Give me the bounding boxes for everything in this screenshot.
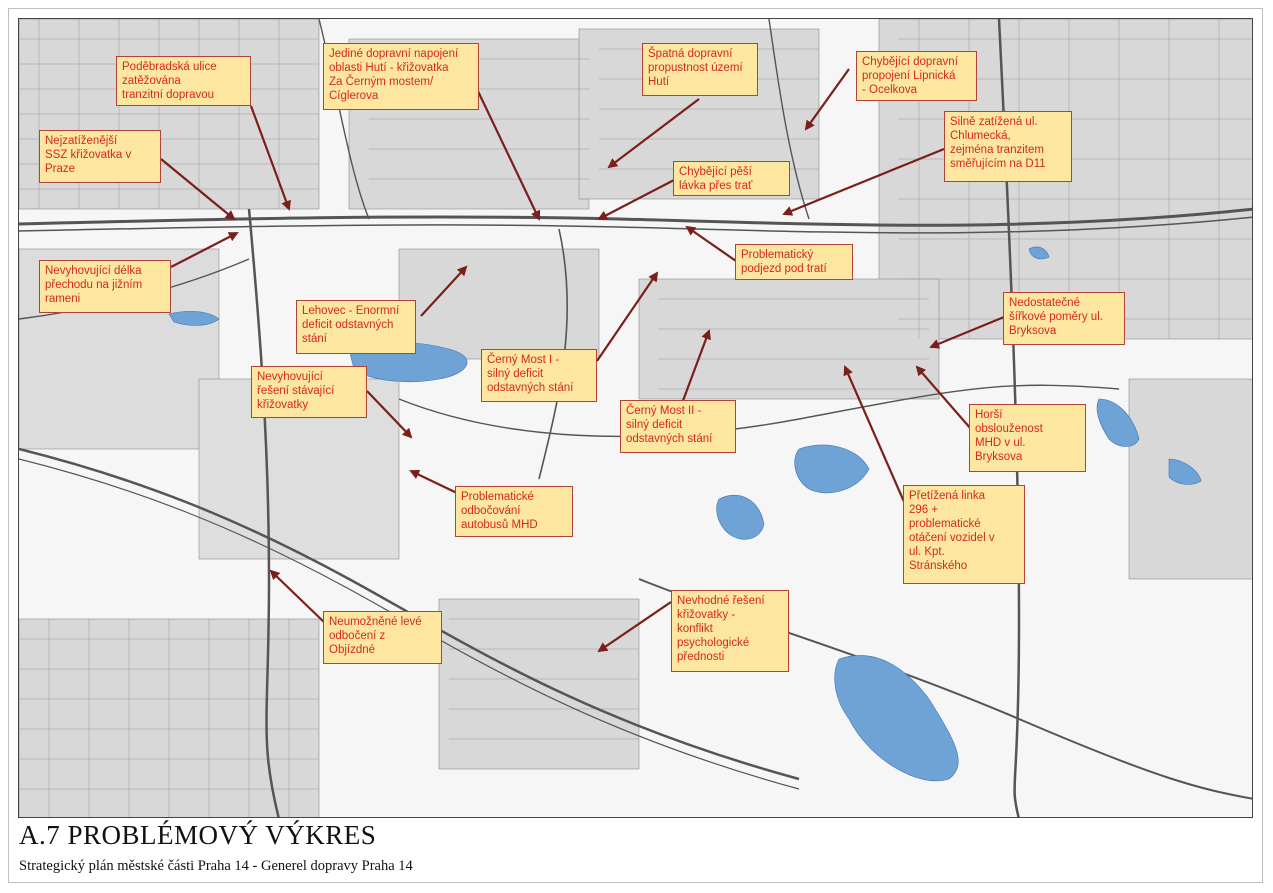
arrow-cm2 bbox=[681, 331, 709, 406]
arrow-linka296 bbox=[845, 367, 905, 504]
arrow-prechod bbox=[171, 233, 237, 267]
callout-krizovatka-stavajici: Nevyhovující řešení stávající křižovatky bbox=[251, 366, 367, 418]
callout-spatna-propustnost: Špatná dopravní propustnost území Hutí bbox=[642, 43, 758, 96]
arrow-lavka bbox=[599, 179, 676, 219]
callout-podjezd: Problematický podjezd pod tratí bbox=[735, 244, 853, 280]
arrow-chlumecka bbox=[784, 149, 944, 214]
callout-jedine-napojeni: Jediné dopravní napojení oblasti Hutí - křižovatka Za Černým mostem/ Cíglerova bbox=[323, 43, 479, 110]
arrow-bryksova-sirka bbox=[931, 317, 1004, 347]
arrow-nevhodne-reseni bbox=[599, 602, 671, 651]
page-subtitle: Strategický plán městské části Praha 14 - Generel dopravy Praha 14 bbox=[19, 858, 413, 874]
callout-cm1: Černý Most I - silný deficit odstavných stání bbox=[481, 349, 597, 402]
arrow-jedine-napojeni bbox=[476, 87, 539, 219]
arrow-podjezd bbox=[687, 227, 736, 261]
callout-chlumecka: Silně zatížená ul. Chlumecká, zejména tranzitem směřujícím na D11 bbox=[944, 111, 1072, 182]
callout-cm2: Černý Most II - silný deficit odstavných stání bbox=[620, 400, 736, 453]
arrow-mhd-bryksova bbox=[917, 367, 971, 429]
callout-lipnicka: Chybějící dopravní propojení Lipnická - Ocelkova bbox=[856, 51, 977, 101]
arrow-lipnicka bbox=[806, 69, 849, 129]
map-area bbox=[18, 18, 1253, 818]
callout-bryksova-sirka: Nedostatečné šířkové poměry ul. Bryksova bbox=[1003, 292, 1125, 345]
callout-objizdna: Neumožněné levé odbočení z Objízdné bbox=[323, 611, 442, 664]
arrow-podebradska bbox=[251, 106, 289, 209]
page-title: A.7 PROBLÉMOVÝ VÝKRES bbox=[19, 820, 377, 850]
callout-prechod: Nevyhovující délka přechodu na jižním rameni bbox=[39, 260, 171, 313]
arrow-ssz bbox=[161, 159, 234, 219]
arrow-odbocovani bbox=[411, 471, 459, 494]
callout-nevhodne-reseni: Nevhodné řešení křižovatky - konflikt psychologické přednosti bbox=[671, 590, 789, 672]
arrow-cm1 bbox=[597, 273, 657, 361]
callout-lehovec: Lehovec - Enormní deficit odstavných stání bbox=[296, 300, 416, 354]
arrow-objizdna bbox=[271, 571, 326, 624]
arrow-krizovatka-stavajici bbox=[367, 391, 411, 437]
arrow-lehovec bbox=[421, 267, 466, 316]
callout-ssz: Nejzatíženější SSZ křižovatka v Praze bbox=[39, 130, 161, 183]
callout-mhd-bryksova: Horší obslouženost MHD v ul. Bryksova bbox=[969, 404, 1086, 472]
callout-lavka: Chybějící pěší lávka přes trať bbox=[673, 161, 790, 196]
arrow-spatna-propustnost bbox=[609, 99, 699, 167]
callout-linka296: Přetížená linka 296 + problematické otáčení vozidel v ul. Kpt. Stránského bbox=[903, 485, 1025, 584]
callout-podebradska: Poděbradská ulice zatěžována tranzitní dopravou bbox=[116, 56, 251, 106]
callout-odbocovani: Problematické odbočování autobusů MHD bbox=[455, 486, 573, 537]
